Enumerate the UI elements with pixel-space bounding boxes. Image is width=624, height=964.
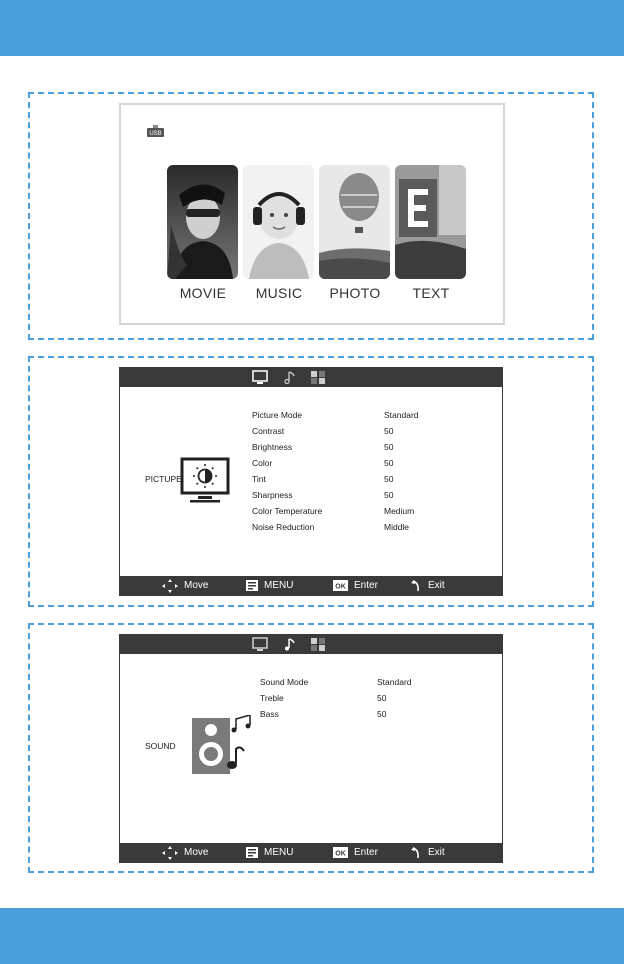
move-text: Move [184,580,209,591]
picture-row-value: 50 [384,458,394,468]
text-label: TEXT [412,285,450,301]
return-arrow-icon [410,847,422,859]
menu-text: MENU [264,847,294,858]
sound-row-value: 50 [377,709,387,719]
music-label: MUSIC [255,285,303,301]
return-arrow-icon [410,580,422,592]
text-icon [395,165,466,279]
music-icon [243,165,314,279]
setup-tab-icon[interactable] [310,637,326,652]
picture-row-value: 50 [384,490,394,500]
move-hint [162,578,208,593]
osd-header [120,368,502,387]
exit-text: Exit [428,847,445,858]
speaker-icon [192,715,254,777]
osd-header [120,635,502,654]
usb-icon-text: USB [149,131,162,137]
picture-row-label[interactable]: Color Temperature [252,506,323,516]
photo-icon [319,165,390,279]
sound-tab-icon[interactable] [282,637,298,652]
sound-tab-icon[interactable] [282,370,298,385]
exit-text: Exit [428,580,445,591]
exit-hint [410,578,445,593]
bottom-banner [0,908,624,964]
picture-tab-icon[interactable] [252,637,268,652]
ok-key-icon [333,847,348,858]
picture-row-value: 50 [384,442,394,452]
move-text: Move [184,847,209,858]
sound-side-label: SOUND [145,741,176,751]
picture-row-value: Standard [384,410,419,420]
sound-row-label[interactable]: Treble [260,693,284,703]
text-tile[interactable] [395,165,466,279]
sound-row-label[interactable]: Sound Mode [260,677,309,687]
move-arrows-icon [162,579,178,593]
picture-osd [119,367,503,596]
picture-menu-icon [180,456,230,506]
enter-text: Enter [354,580,378,591]
enter-hint [333,845,378,860]
picture-row-value: Middle [384,522,410,532]
photo-tile[interactable] [319,165,390,279]
ok-key-text: OK [335,850,346,858]
sound-row-label[interactable]: Bass [260,709,279,719]
enter-text: Enter [354,847,378,858]
exit-hint [410,845,445,860]
osd-footer [120,576,502,595]
picture-row-label[interactable]: Brightness [252,442,293,452]
osd-footer [120,843,502,862]
picture-row-label[interactable]: Tint [252,474,266,484]
usb-icon [147,125,164,137]
media-menu [119,103,505,325]
ok-key-icon [333,580,348,591]
menu-key-icon [246,847,258,858]
picture-side-label: PICTUPE [145,474,182,484]
picture-row-value: Medium [384,506,415,516]
menu-hint [246,578,293,593]
picture-row-value: 50 [384,426,394,436]
photo-label: PHOTO [329,285,381,301]
sound-osd [119,634,503,863]
picture-tab-icon[interactable] [252,370,268,385]
menu-hint [246,845,293,860]
menu-text: MENU [264,580,294,591]
move-hint [162,845,208,860]
menu-key-icon [246,580,258,591]
sound-row-value: Standard [377,677,412,687]
picture-row-value: 50 [384,474,394,484]
picture-row-label[interactable]: Color [252,458,273,468]
enter-hint [333,578,378,593]
music-tile[interactable] [243,165,314,279]
movie-label: MOVIE [179,285,227,301]
picture-row-label[interactable]: Contrast [252,426,285,436]
setup-tab-icon[interactable] [310,370,326,385]
picture-row-label[interactable]: Picture Mode [252,410,303,420]
ok-key-text: OK [335,583,346,591]
movie-icon [167,165,238,279]
picture-row-label[interactable]: Noise Reduction [252,522,315,532]
top-banner [0,0,624,56]
picture-row-label[interactable]: Sharpness [252,490,293,500]
move-arrows-icon [162,846,178,860]
sound-row-value: 50 [377,693,387,703]
movie-tile[interactable] [167,165,238,279]
music-notes-icon [227,715,251,769]
